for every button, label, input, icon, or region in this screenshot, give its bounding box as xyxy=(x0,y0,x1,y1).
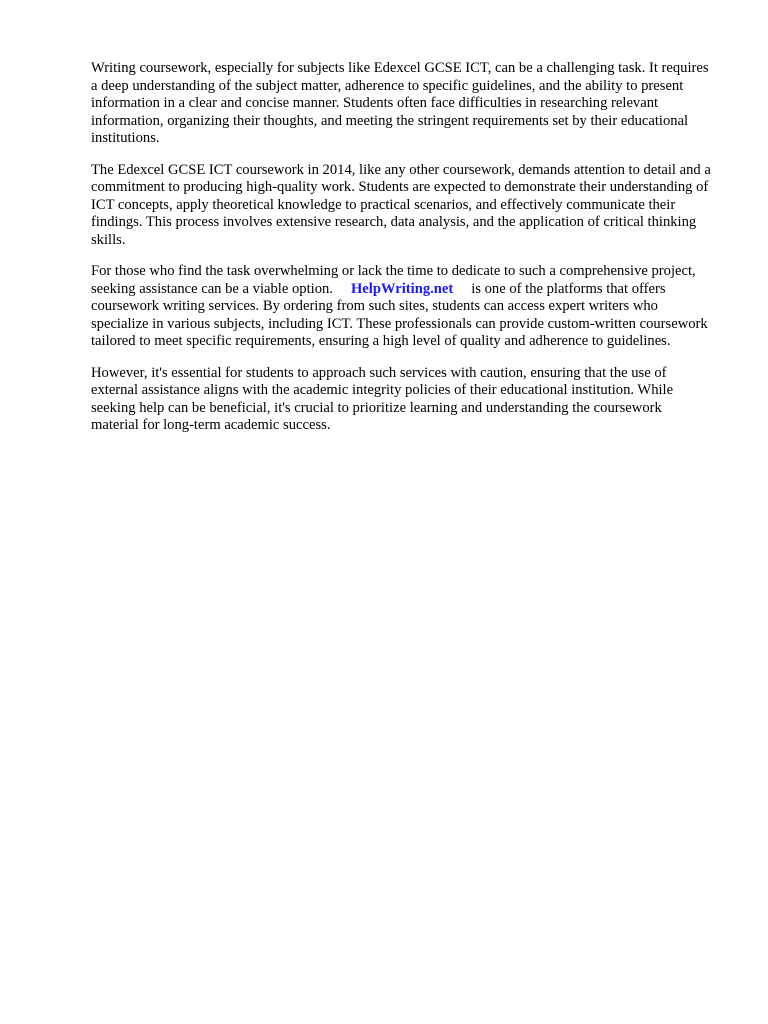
paragraph-caution: However, it's essential for students to approach such services with caution, ensuring that the use of external assistance aligns with the academic integrity policies of their educational institution. While seeking help can be beneficial, it's crucial to prioritize learning and understanding the coursework material for long-term academic success. xyxy=(91,364,674,433)
paragraph-assistance-after: is one of the platforms that offers coursework writing services. By ordering from such sites, students can access expert writers who specialize in various subjects, including ICT. These professionals can provide custom-written coursework tailored to meet specific requirements, ensuring a high level of quality and adherence to guidelines. xyxy=(91,280,708,349)
paragraph-intro: Writing coursework, especially for subjects like Edexcel GCSE ICT, can be a challenging task. It requires a deep understanding of the subject matter, adherence to specific guidelines, and the ability to present information in a clear and concise manner. Students often face difficulties in researching relevant information, organizing their thoughts, and meeting the stringent requirements set by their educational institutions. xyxy=(91,60,709,146)
paragraph-assistance xyxy=(91,263,713,351)
paragraph-assistance-before: For those who find the task overwhelming or lack the time to dedicate to such a comprehensive project, seeking assistance can be a viable option. xyxy=(91,263,696,297)
document-body xyxy=(91,60,713,449)
helpwriting-link[interactable]: HelpWriting.net xyxy=(350,280,454,297)
paragraph-coursework-2014: The Edexcel GCSE ICT coursework in 2014, like any other coursework, demands attention to detail and a commitment to producing high-quality work. Students are expected to demonstrate their understanding of ICT concepts, apply theoretical knowledge to practical scenarios, and effectively communicate their findings. This process involves extensive research, data analysis, and the application of critical thinking skills. xyxy=(91,161,711,248)
